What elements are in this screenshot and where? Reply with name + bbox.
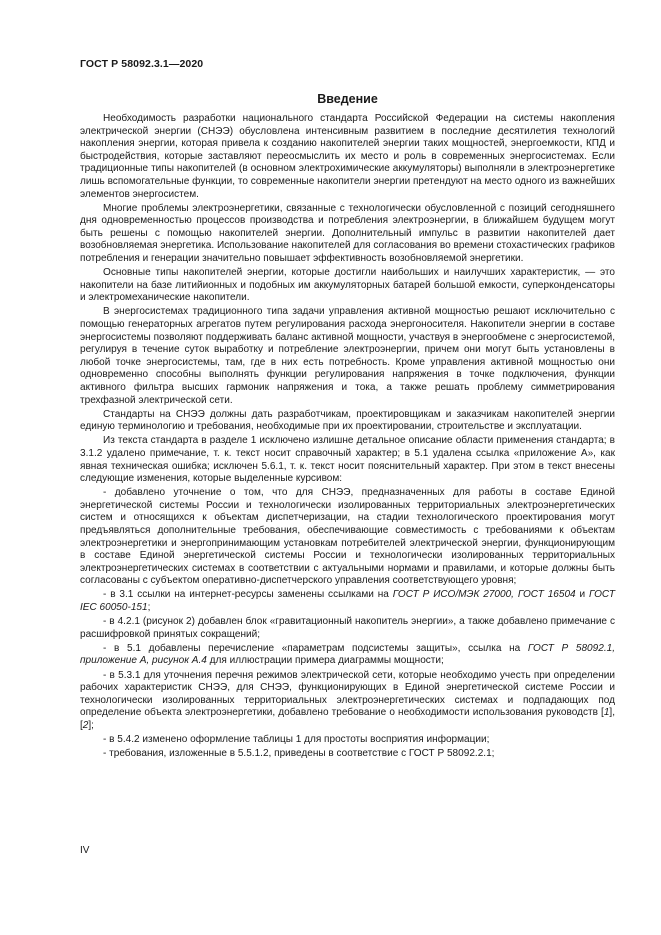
list-item-text: и	[575, 589, 589, 601]
paragraph: В энергосистемах традиционного типа задачи управления активной мощностью решают исключительно с помощью генераторных агрегатов путем регулирования расхода энергоносителя. Накопители энергии в составе энергосистемы позволяют поддерживать баланс активной мощности, участвуя в энергообмене с энергосистемой, регулируя в течение суток выработку и потребление электроэнергии, причем они могут быть установлены в любой точке энергосистемы, там, где в них есть потребность. Кроме управления активной мощностью они одновременно способны выполнять функции регулирования напряжения в точке подключения, функции активного фильтра высших гармоник напряжения и тока, а также решать проблему симметрирования трехфазной электрической сети.	[80, 306, 615, 406]
list-item-text: ], [	[80, 707, 615, 731]
list-item-text: для иллюстрации примера диаграммы мощности;	[206, 655, 444, 667]
paragraph: Основные типы накопителей энергии, которые достигли наибольших и наилучших характеристик, — это накопители на базе литийионных и подобных им аккумуляторных батарей большой емкости, суперконденсаторы и электромеханические накопители.	[80, 267, 615, 304]
list-item: - требования, изложенные в 5.5.1.2, приведены в соответствие с ГОСТ Р 58092.2.1;	[103, 748, 495, 760]
body-text	[80, 113, 615, 761]
list-item	[80, 589, 615, 614]
paragraph: Многие проблемы электроэнергетики, связанные с технологически обусловленной с позиций сегодняшнего дня одновременностью процессов производства и потребления электроэнергии, в ближайшем будущем могут быть решены с помощью накопителей энергии. Дополнительный импульс в развитии накопителей дает возобновляемая энергетика. Использование накопителей для согласования во времени стохастических графиков потребления и генерации значительно повышает эффективность возобновляемой энергетики.	[80, 202, 616, 265]
list-item-text: ];	[88, 719, 94, 731]
paragraph: Необходимость разработки национального стандарта Российской Федерации на системы накопления электрической энергии (СНЭЭ) обусловлена интенсивным развитием в последние десятилетия технологий накопления энергии, которая привела к созданию накопителей энергии таких мощностей, энергоемкости, КПД и быстродействия, которые заставляют переосмыслить их место и роль в современных энергосистемах. Если традиционные типы накопителей (в основном электрохимические аккумуляторы) выполняли в электроэнергетике лишь вспомогательные функции, то современные накопители энергии претендуют на место одного из важнейших элементов энергосистем.	[80, 113, 615, 200]
page-number: IV	[80, 845, 90, 856]
list-item-text: ;	[147, 602, 151, 614]
list-item-text: - в 5.1 добавлены перечисление «параметрам подсистемы защиты», ссылка на	[103, 642, 528, 654]
list-item-standard-ref: ГОСТ IEC 60050-151	[80, 589, 615, 614]
section-title: Введение	[317, 92, 378, 106]
list-item-text: - в 3.1 ссылки на интернет-ресурсы заменены ссылками на	[103, 589, 393, 601]
list-item-standard-ref: ГОСТ Р ИСО/МЭК 27000, ГОСТ 16504	[392, 589, 576, 601]
list-item-text: - в 5.3.1 для уточнения перечня режимов электрической сети, которые необходимо учесть при определении рабочих характеристик СНЭЭ, для СНЭЭ, функционирующих в Единой энергетической системе России и технологически изолированных территориальных электроэнергетических системах и подпадающих под определение объекта электроэнергетики, добавлено требование о необходимости использования руководств [	[80, 669, 615, 719]
paragraph: Из текста стандарта в разделе 1 исключено излишне детальное описание области применения стандарта; в 3.1.2 удалено примечание, т. к. текст носит справочный характер; в 5.1 удалена ссылка «приложение А», как явная техническая ошибка; исключен 5.6.1, т. к. текст носит пояснительный характер. При этом в текст внесены следующие изменения, которые выделенные курсивом:	[80, 435, 615, 485]
list-item-standard-ref: ГОСТ Р 58092.1, приложение А, рисунок А.4	[80, 642, 615, 667]
list-item	[80, 643, 615, 668]
list-item-citation: 1	[603, 707, 610, 719]
list-item: - добавлено уточнение о том, что для СНЭЭ, предназначенных для работы в составе Единой энергетической системы России и технологически изолированных территориальных электроэнергетических систем и относящихся к объектам диспетчеризации, на стадии технологического проектирования могут предъявляться дополнительные требования, обеспечивающие совместимость с требованиями к объектам электроэнергетики и энергопринимающим установкам потребителей электрической энергии, функционирующим в составе Единой энергетической системы России и технологически изолированных территориальных электроэнергетических системах в соответствии с актуальными нормами и правилами, и которые должны быть согласованы с субъектом оперативно-диспетчерского управления соответствующего уровня;	[80, 487, 615, 587]
paragraph: Стандарты на СНЭЭ должны дать разработчикам, проектировщикам и заказчикам накопителей энергии единую терминологию и требования, необходимые при их проектировании, строительстве и эксплуатации.	[80, 408, 615, 433]
list-item: - в 4.2.1 (рисунок 2) добавлен блок «гравитационный накопитель энергии», а также добавлено примечание с расшифровкой принятых сокращений;	[80, 616, 615, 640]
list-item	[80, 670, 615, 733]
list-item-citation: 2	[82, 719, 89, 731]
document-header: ГОСТ Р 58092.3.1—2020	[80, 58, 204, 70]
list-item: - в 5.4.2 изменено оформление таблицы 1 для простоты восприятия информации;	[103, 734, 490, 745]
